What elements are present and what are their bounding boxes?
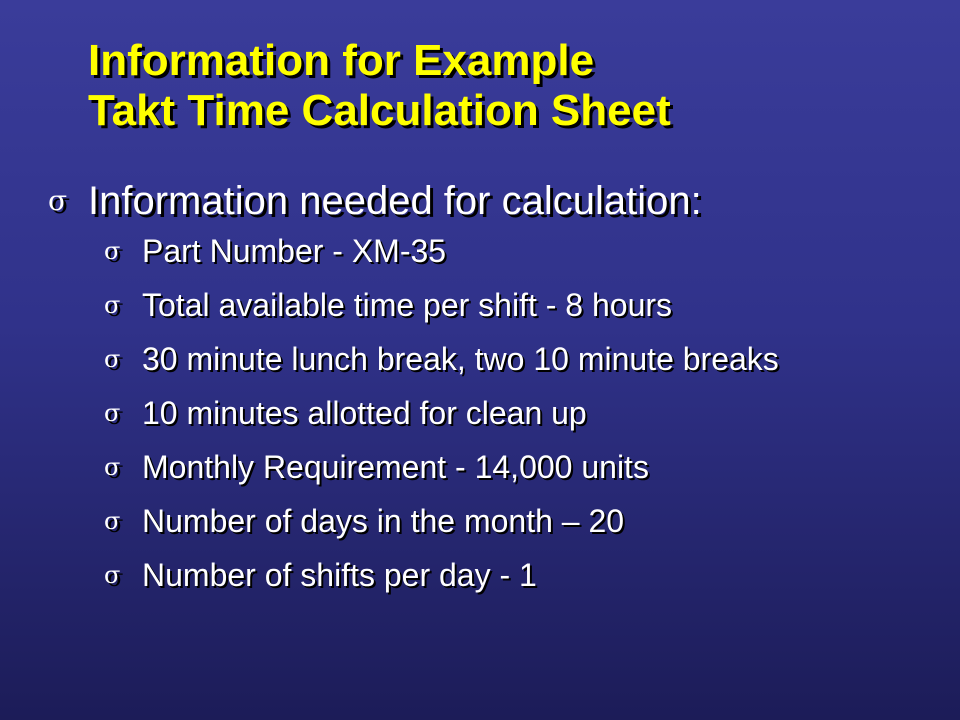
sub-bullet-item bbox=[104, 288, 928, 322]
sigma-bullet-icon: σ bbox=[104, 453, 121, 481]
bullet-main bbox=[48, 178, 928, 592]
title-line-1: Information for Example bbox=[88, 36, 595, 85]
title-line-2: Takt Time Calculation Sheet bbox=[88, 86, 671, 135]
sigma-bullet-icon: σ bbox=[104, 237, 121, 265]
slide-title bbox=[88, 36, 928, 136]
sub-bullet-item bbox=[104, 504, 928, 538]
sub-bullet-item bbox=[104, 234, 928, 268]
sub-bullet-text: Total available time per shift - 8 hours bbox=[142, 287, 673, 323]
sigma-bullet-icon: σ bbox=[104, 399, 121, 427]
sub-bullet-list bbox=[104, 234, 928, 592]
sub-bullet-item bbox=[104, 450, 928, 484]
sub-bullet-text: Monthly Requirement - 14,000 units bbox=[142, 449, 649, 485]
sub-bullet-text: Number of days in the month – 20 bbox=[142, 503, 625, 539]
sub-bullet-item bbox=[104, 342, 928, 376]
sigma-bullet-icon: σ bbox=[104, 291, 121, 319]
sub-bullet-text: 30 minute lunch break, two 10 minute breaks bbox=[142, 341, 779, 377]
sub-bullet-text: Part Number - XM-35 bbox=[142, 233, 447, 269]
sub-bullet-item bbox=[104, 558, 928, 592]
sigma-bullet-icon: σ bbox=[48, 184, 68, 217]
sigma-bullet-icon: σ bbox=[104, 345, 121, 373]
bullet-list bbox=[48, 178, 928, 612]
sub-bullet-item bbox=[104, 396, 928, 430]
sub-bullet-text: Number of shifts per day - 1 bbox=[142, 557, 537, 593]
sigma-bullet-icon: σ bbox=[104, 507, 121, 535]
sigma-bullet-icon: σ bbox=[104, 561, 121, 589]
bullet-main-text: Information needed for calculation: bbox=[88, 179, 702, 223]
sub-bullet-text: 10 minutes allotted for clean up bbox=[142, 395, 587, 431]
bullet-main-row bbox=[48, 178, 928, 224]
